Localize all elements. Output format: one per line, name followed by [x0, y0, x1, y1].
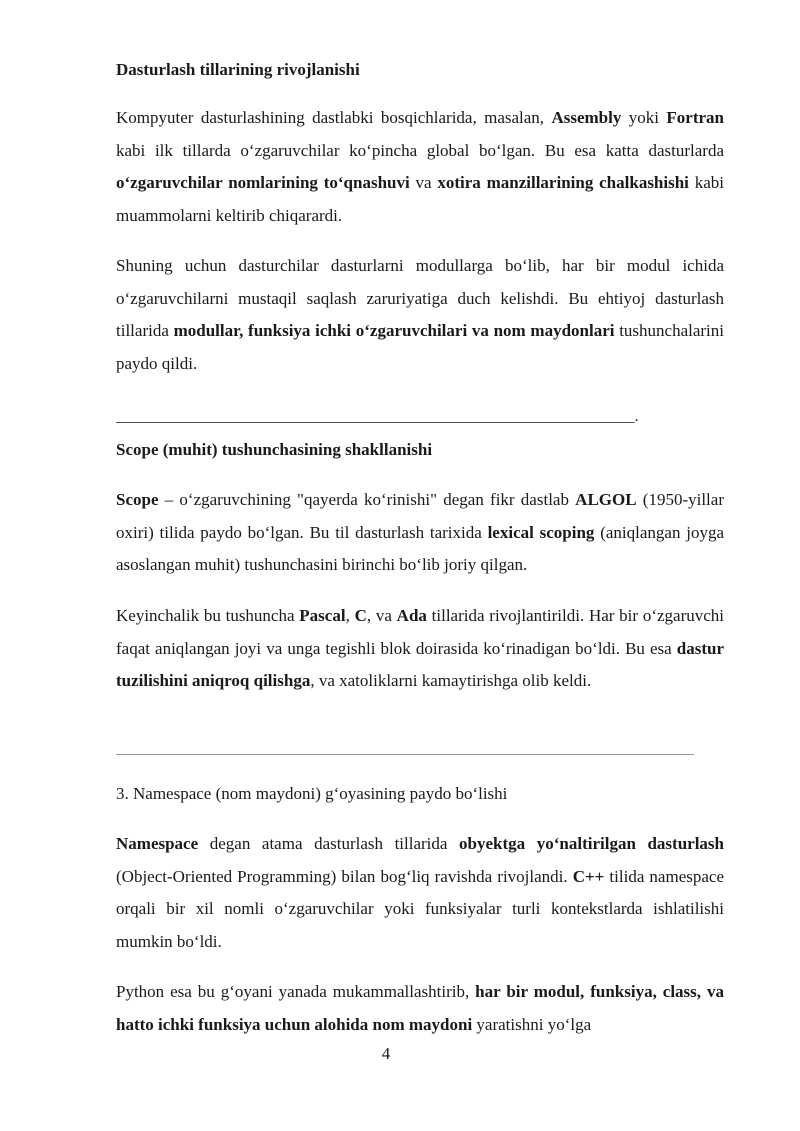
page-number: 4: [381, 1044, 391, 1063]
separator-rule: [116, 754, 694, 755]
text-run: tillarida rivojlantirildi. Har bir o‘zgaruvchi faqat aniqlangan joyi va unga tegishli blok doirasida ko‘rinadigan bo‘ldi. Bu esa: [116, 606, 725, 658]
text-run: – o‘zgaruvchining "qayerda ko‘rinishi" degan fikr dastlab: [158, 490, 576, 509]
bold-term: Assembly: [551, 108, 622, 127]
bold-term: ALGOL: [575, 490, 637, 509]
text-run: (Object-Oriented Programming) bilan bog‘liq ravishda rivojlandi.: [116, 866, 573, 886]
text-run: tilida namespace orqali bir xil nomli o‘zgaruvchilar yoki funksiyalar turli kontekstlarda ishlatilishi mumkin bo‘ldi.: [116, 866, 724, 951]
bold-term: C++: [572, 866, 605, 886]
bold-term: Scope: [116, 490, 159, 509]
bold-term: Namespace: [116, 834, 199, 853]
bold-term: har bir modul, funksiya, class, va hatto ichki funksiya uchun alohida nom maydoni: [116, 982, 724, 1034]
bold-term: modullar, funksiya ichki o‘zgaruvchilari va nom maydonlari: [173, 321, 615, 340]
section-heading-scope: Scope (muhit) tushunchasining shakllanishi: [116, 440, 433, 459]
paragraph-scope-algol: [116, 484, 724, 582]
paragraph-namespace: [116, 828, 724, 958]
section-heading-languages: Dasturlash tillarining rivojlanishi: [116, 60, 360, 79]
bold-term: Ada: [396, 606, 427, 625]
bold-term: o‘zgaruvchilar nomlarining to‘qnashuvi: [116, 173, 410, 192]
text-run: , va xatoliklarni kamaytirishga olib keldi.: [310, 671, 592, 690]
separator-line: _____________________________________________________________.: [116, 406, 639, 425]
bold-term: Pascal: [299, 606, 346, 625]
paragraph-scope-pascal: [116, 600, 724, 698]
paragraph-early-languages: [116, 102, 724, 232]
text-run: ,: [345, 606, 355, 625]
bold-term: C: [354, 606, 367, 625]
paragraph-modules: [116, 250, 724, 380]
bold-term: xotira manzillarining chalkashishi: [437, 173, 689, 192]
text-run: Python esa bu g‘oyani yanada mukammallashtirib,: [116, 982, 476, 1001]
text-run: degan atama dasturlash tillarida: [198, 834, 460, 853]
text-run: yoki: [621, 108, 667, 127]
bold-term: Fortran: [666, 108, 724, 127]
text-run: Shuning uchun dasturchilar dasturlarni modullarga bo‘lib, har bir modul ichida o‘zgaruvchilarni mustaqil saqlash zaruriyatiga duch kelishdi. Bu ehtiyoj dasturlash tillarida: [116, 256, 724, 340]
text-run: tushunchalarini paydo qildi.: [116, 321, 725, 373]
paragraph-python: [116, 976, 724, 1041]
text-run: , va: [366, 606, 397, 625]
text-run: va: [409, 173, 438, 192]
text-run: (1950-yillar oxiri) tilida paydo bo‘lgan. Bu til dasturlash tarixida: [116, 490, 724, 542]
text-run: kabi muammolarni keltirib chiqarardi.: [116, 173, 724, 225]
section-heading-namespace: 3. Namespace (nom maydoni) g‘oyasining paydo bo‘lishi: [116, 784, 508, 803]
text-run: kabi ilk tillarda o‘zgaruvchilar ko‘pincha global bo‘lgan. Bu esa katta dasturlarda: [116, 140, 724, 160]
text-run: Kompyuter dasturlashining dastlabki bosqichlarida, masalan,: [116, 108, 552, 127]
bold-term: lexical scoping: [487, 522, 595, 542]
bold-term: obyektga yo‘naltirilgan dasturlash: [459, 834, 724, 853]
text-run: yaratishni yo‘lga: [472, 1014, 592, 1034]
bold-term: dastur tuzilishini aniqroq qilishga: [116, 638, 724, 690]
text-run: (aniqlangan joyga asoslangan muhit) tushunchasini birinchi bo‘lib joriy qilgan.: [116, 522, 725, 574]
text-run: Keyinchalik bu tushuncha: [116, 606, 300, 625]
